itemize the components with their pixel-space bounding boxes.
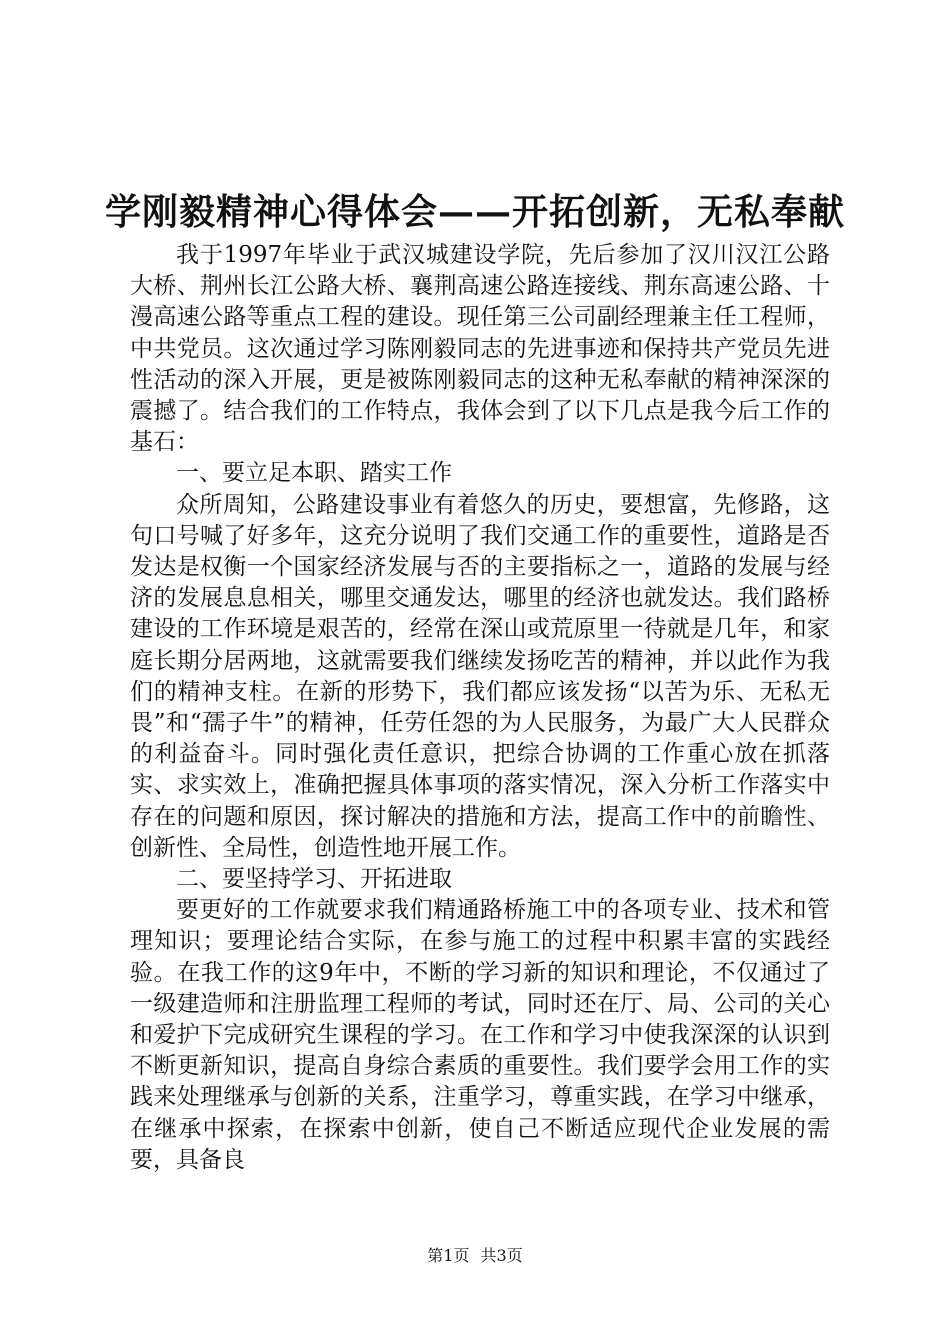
section-heading-1: 一、要立足本职、踏实工作 [176,460,452,487]
paragraph-section-1: 众所周知，公路建设事业有着悠久的历史，要想富，先修路，这句口号喊了好多年，这充分说明了我们交通工作的重要性，道路是否发达是权衡一个国家经济发展与否的主要指标之一，道路的发展与经济的发展息息相关，哪里交通发达，哪里的经济也就发达。我们路桥建设的工作环境是艰苦的，经常在深山或荒原里一待就是几年，和家庭长期分居两地，这就需要我们继续发扬吃苦的精神，并以此作为我们的精神支柱。在新的形势下，我们都应该发扬“以苦为乐、无私无畏”和“孺子牛”的精神，任劳任怨的为人民服务，为最广大人民群众的利益奋斗。同时强化责任意识，把综合协调的工作重心放在抓落实、求实效上，准确把握具体事项的落实情况，深入分析工作落实中存在的问题和原因，探讨解决的措施和方法，提高工作中的前瞻性、创新性、全局性，创造性地开展工作。 [130,491,830,861]
paragraph-intro: 我于1997年毕业于武汉城建设学院，先后参加了汉川汉江公路大桥、荆州长江公路大桥、襄荆高速公路连接线、荆东高速公路、十漫高速公路等重点工程的建设。现任第三公司副经理兼主任工程师，中共党员。这次通过学习陈刚毅同志的先进事迹和保持共产党员先进性活动的深入开展，更是被陈刚毅同志的这种无私奉献的精神深深的震撼了。结合我们的工作特点，我体会到了以下几点是我今后工作的基石： [130,242,830,456]
document-title: 学刚毅精神心得体会——开拓创新，无私奉献 [104,191,845,233]
section-heading-2: 二、要坚持学习、开拓进取 [176,866,452,893]
page-footer [0,1246,950,1266]
page-total: 共3页 [480,1246,523,1265]
paragraph-section-2: 要更好的工作就要求我们精通路桥施工中的各项专业、技术和管理知识；要理论结合实际，在参与施工的过程中积累丰富的实践经验。在我工作的这9年中，不断的学习新的知识和理论，不仅通过了一级建造师和注册监理工程师的考试，同时还在厅、局、公司的关心和爱护下完成研究生课程的学习。在工作和学习中使我深深的认识到不断更新知识，提高自身综合素质的重要性。我们要学会用工作的实践来处理继承与创新的关系，注重学习，尊重实践，在学习中继承，在继承中探索，在探索中创新，使自己不断适应现代企业发展的需要，具备良 [130,897,830,1173]
page-number: 第1页 [427,1246,470,1265]
document-body [130,240,830,1176]
